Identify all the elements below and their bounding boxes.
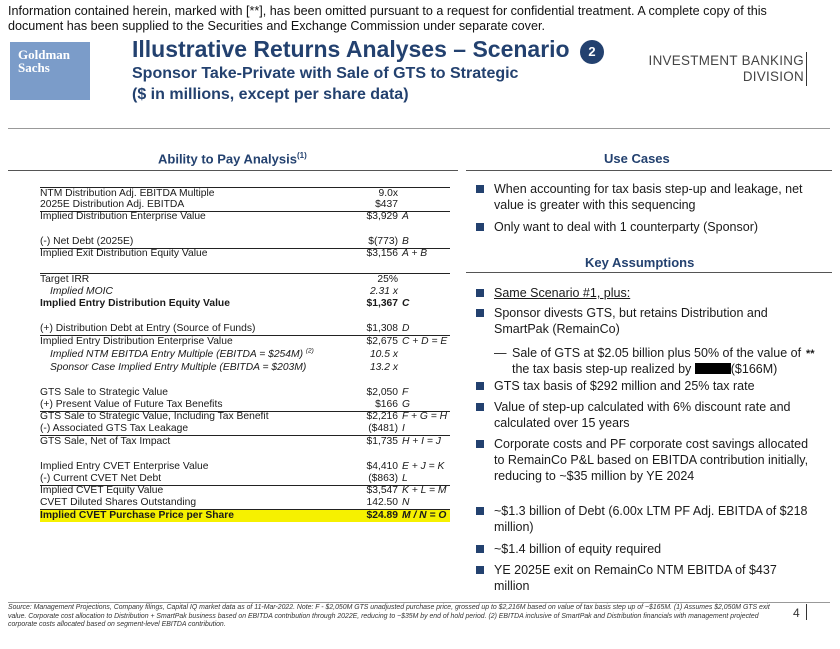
row-label: (+) Present Value of Future Tax Benefits — [40, 399, 223, 410]
table-row — [40, 461, 450, 473]
row-label: NTM Distribution Adj. EBITDA Multiple — [40, 188, 215, 199]
row-value: 2.31 x — [369, 286, 398, 297]
row-value: 13.2 x — [369, 362, 398, 373]
row-ref: D — [402, 323, 410, 334]
row-value: 10.5 x — [369, 349, 398, 360]
row-ref: C + D = E — [402, 336, 448, 347]
redaction-block — [695, 363, 731, 374]
division-label — [649, 53, 804, 85]
table-row — [40, 436, 450, 448]
row-value: $3,929 — [366, 211, 398, 222]
row-value: $(773) — [368, 236, 398, 247]
use-cases-rule — [466, 170, 832, 171]
row-value: $166 — [375, 399, 398, 410]
row-value: $1,308 — [366, 323, 398, 334]
table-row — [40, 497, 450, 510]
bullet-square-icon — [476, 545, 484, 553]
bullet-square-icon — [476, 440, 484, 448]
division-line-1: INVESTMENT BANKING — [648, 53, 804, 68]
row-value: 142.50 — [366, 497, 398, 508]
row-label: GTS Sale, Net of Tax Impact — [40, 436, 171, 447]
row-ref: F — [402, 387, 409, 398]
confidential-mark: ** — [806, 348, 815, 360]
sub-item-text: Sale of GTS at $2.05 billion plus 50% of the value of the tax basis step-up realized by — [512, 346, 802, 376]
footer-divider — [8, 602, 830, 603]
row-label: Implied CVET Purchase Price per Share — [40, 510, 235, 521]
row-ref: E + J = K — [402, 461, 445, 472]
row-ref: A + B — [402, 248, 428, 259]
page-number: 4 — [793, 606, 800, 620]
table-row — [40, 387, 450, 399]
row-value: $1,735 — [366, 436, 398, 447]
goldman-sachs-logo — [10, 42, 90, 100]
table-row — [40, 248, 450, 260]
row-ref: N — [402, 497, 410, 508]
bullet-square-icon — [476, 403, 484, 411]
row-label: (-) Current CVET Net Debt — [40, 473, 162, 484]
dash-marker: — — [494, 346, 507, 360]
row-value: $2,216 — [366, 411, 398, 422]
left-header-rule — [8, 170, 458, 171]
table-row — [40, 485, 450, 497]
row-value: ($863) — [368, 473, 398, 484]
table-row — [40, 336, 450, 348]
row-ref: H + I = J — [402, 436, 441, 447]
table-row — [40, 349, 450, 361]
division-divider — [806, 52, 807, 86]
units-note: ($ in millions, except per share data) — [132, 86, 409, 103]
row-label: Implied NTM EBITDA Entry Multiple (EBITDA = $254M) — [50, 349, 304, 360]
ability-to-pay-title: Ability to Pay Analysis — [158, 151, 297, 167]
table-row — [40, 323, 450, 336]
row-value: $2,050 — [366, 387, 398, 398]
row-ref: K + L = M — [402, 485, 447, 496]
confidentiality-disclaimer: Information contained herein, marked with [**], has been omitted pursuant to a request for confidential treatment. A complete copy of this document has been supplied to the Securities and Exchange Commission under separate cover. — [8, 4, 767, 33]
row-value: 25% — [377, 274, 398, 285]
row-ref: I — [402, 423, 405, 434]
row-label: GTS Sale to Strategic Value, Including Tax Benefit — [40, 411, 269, 422]
table-row — [40, 273, 450, 286]
row-value: $3,156 — [366, 248, 398, 259]
row-value: ($481) — [368, 423, 398, 434]
row-value: $24.89 — [366, 510, 398, 521]
source-footnote: Source: Management Projections, Company filings, Capital IQ market data as of 11-Mar-2022. Note: F - $2,050M GTS unadjusted purchase price, grossed up to $2,216M based on value of tax basis step up of ~$165M. (1) Assumes $2,050M GTS exit value. Corporate cost allocation to Distribution + SmartPak business based on EBITDA contribution through 2022E, reducing to ~$35M by end of hold period. (2) EBITDA inclusive of SmartPak and Distribution financials with management projected corporate costs allocated based on segment-level EBITDA contribution. — [8, 604, 770, 629]
key-assumptions-rule — [466, 272, 832, 273]
row-ref: L — [402, 473, 408, 484]
header-divider — [8, 128, 830, 129]
table-row — [40, 286, 450, 298]
row-label: GTS Sale to Strategic Value — [40, 387, 169, 398]
sub-item-amount: ($166M) — [730, 362, 778, 376]
logo-line-1: Goldman — [18, 47, 71, 62]
row-ref: F + G = H — [402, 411, 448, 422]
table-row — [40, 362, 450, 374]
division-line-2: DIVISION — [742, 69, 804, 84]
scenario-badge: 2 — [580, 40, 604, 64]
row-value: $3,547 — [366, 485, 398, 496]
row-label: Target IRR — [40, 274, 90, 285]
table-row — [40, 411, 450, 423]
row-note: (2) — [305, 347, 314, 355]
logo-line-2: Sachs — [18, 60, 50, 75]
row-label: Implied MOIC — [50, 286, 113, 297]
table-row-highlight — [40, 510, 450, 522]
use-cases-header: Use Cases — [604, 151, 670, 166]
row-label: CVET Diluted Shares Outstanding — [40, 497, 197, 508]
row-value: $437 — [375, 199, 398, 210]
bullet-square-icon — [476, 507, 484, 515]
table-row — [40, 211, 450, 223]
ability-to-pay-header — [158, 151, 307, 166]
row-label: Implied CVET Equity Value — [40, 485, 164, 496]
table-row — [40, 298, 450, 310]
row-ref: B — [402, 236, 409, 247]
row-label: Implied Exit Distribution Equity Value — [40, 248, 208, 259]
page-title: Illustrative Returns Analyses – Scenario — [132, 36, 570, 62]
row-ref: G — [402, 399, 411, 410]
row-label: (-) Net Debt (2025E) — [40, 236, 134, 247]
table-row — [40, 423, 450, 436]
key-assumptions-header: Key Assumptions — [585, 255, 695, 270]
bullet-square-icon — [476, 309, 484, 317]
row-value: $2,675 — [366, 336, 398, 347]
page-number-divider — [806, 604, 807, 620]
bullet-square-icon — [476, 566, 484, 574]
row-value: $4,410 — [366, 461, 398, 472]
bullet-square-icon — [476, 223, 484, 231]
row-ref: M / N = O — [402, 510, 447, 521]
row-ref: C — [402, 298, 410, 309]
row-label: Sponsor Case Implied Entry Multiple (EBITDA = $203M) — [50, 362, 307, 373]
row-ref: A — [402, 211, 409, 222]
bullet-square-icon — [476, 289, 484, 297]
page-subtitle: Sponsor Take-Private with Sale of GTS to Strategic — [132, 65, 519, 82]
bullet-square-icon — [476, 382, 484, 390]
row-label: Implied Entry Distribution Enterprise Value — [40, 336, 233, 347]
bullet-square-icon — [476, 185, 484, 193]
row-value: $1,367 — [366, 298, 398, 309]
row-label: Implied Entry Distribution Equity Value — [40, 298, 230, 309]
row-value: 9.0x — [378, 188, 398, 199]
row-label: Implied Distribution Enterprise Value — [40, 211, 206, 222]
row-label: Implied Entry CVET Enterprise Value — [40, 461, 209, 472]
ability-to-pay-note: (1) — [296, 151, 307, 160]
row-label: (+) Distribution Debt at Entry (Source of Funds) — [40, 323, 256, 334]
row-label: 2025E Distribution Adj. EBITDA — [40, 199, 185, 210]
row-label: (-) Associated GTS Tax Leakage — [40, 423, 189, 434]
